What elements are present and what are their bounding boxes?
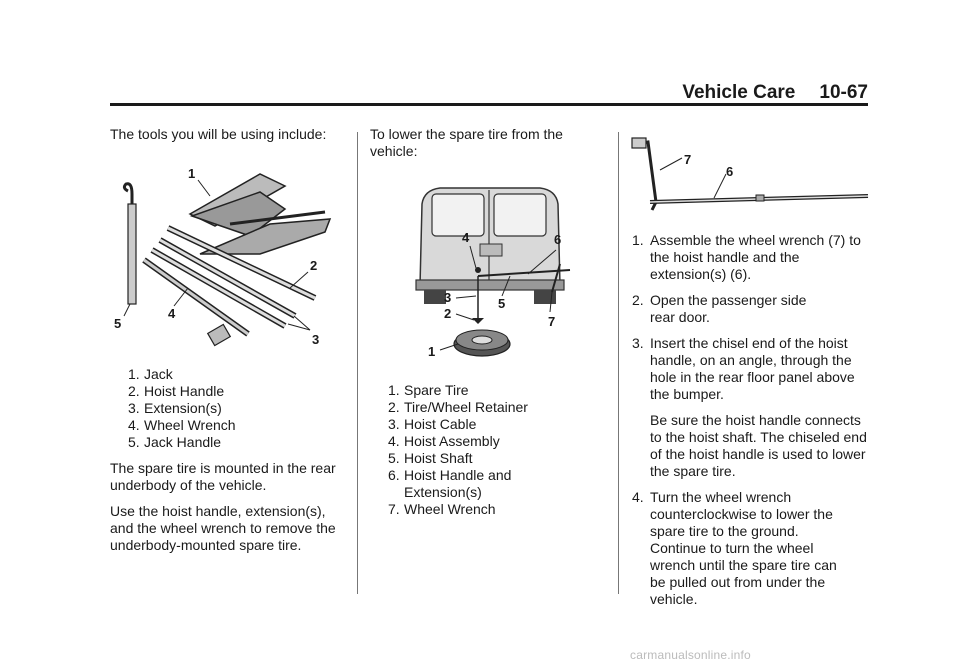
retainer-drawing (472, 318, 484, 324)
procedure-steps (632, 232, 872, 608)
van-left-tire (424, 290, 446, 304)
column-divider-2 (618, 132, 619, 594)
van-left-window (432, 194, 484, 236)
callout-2: 2 (310, 258, 318, 273)
callout-leader-4 (174, 288, 188, 306)
callout-7: 7 (548, 314, 556, 329)
van-right-window (494, 194, 546, 236)
van-rear-illustration (410, 184, 590, 374)
callout-4: 4 (462, 230, 470, 245)
step-item: 3. Insert the chisel end of the hoist handle, on an angle, through the hole in the rear floor panel above the bumper. Be sure the hoist handle connects to the hoist shaft. The chiseled end of the hoist handle is used to lower the spare tire. (632, 335, 872, 480)
wheel-wrench-socket (632, 138, 646, 148)
list-item: 2. Tire/Wheel Retainer (388, 399, 528, 415)
list-item: 6. Hoist Handle and Extension(s) (388, 467, 512, 500)
tools-list (128, 366, 350, 451)
step-item: 1. Assemble the wheel wrench (7) to the hoist handle and the extension(s) (6). (632, 232, 861, 282)
callout-5: 5 (498, 296, 506, 311)
callout-1: 1 (428, 344, 436, 359)
header-rule (110, 103, 868, 106)
column-1-lower (110, 366, 350, 563)
column-3 (632, 232, 872, 617)
column-2 (370, 126, 610, 169)
list-item: 1. Spare Tire (388, 382, 469, 398)
list-item: 7. Wheel Wrench (388, 501, 496, 517)
watermark-text: carmanualsonline.info (630, 648, 751, 662)
column-2-lower (370, 382, 610, 518)
list-item: 3. Hoist Cable (388, 416, 477, 432)
list-item: 2. Hoist Handle (128, 383, 225, 399)
jack-handle-body (128, 204, 136, 304)
callout-3: 3 (444, 290, 452, 305)
wheel-wrench-drawing (636, 142, 656, 210)
callout-7: 7 (684, 152, 692, 167)
wrench-handle-illustration (630, 136, 870, 216)
page-header (110, 82, 868, 104)
wheel-wrench-socket (208, 324, 231, 345)
van-plate (480, 244, 502, 256)
callout-leader-1 (198, 180, 210, 196)
callout-6: 6 (726, 164, 734, 179)
spare-tire-location-text: The spare tire is mounted in the rear underbody of the vehicle. (110, 460, 336, 493)
callout-leader-6 (714, 174, 726, 198)
section-title: Vehicle Care (682, 82, 796, 103)
tools-illustration (110, 164, 350, 354)
step-item: 2. Open the passenger side rear door. (632, 292, 807, 325)
callout-4: 4 (168, 306, 176, 321)
list-item: 4. Hoist Assembly (388, 433, 500, 449)
callout-leader-2 (456, 314, 474, 320)
spare-wheel-hub (472, 336, 492, 344)
list-item: 3. Extension(s) (128, 400, 222, 416)
list-item: 5. Hoist Shaft (388, 450, 473, 466)
lower-spare-intro: To lower the spare tire from the vehicle: (370, 126, 563, 159)
column-1 (110, 126, 350, 152)
list-item: 5. Jack Handle (128, 434, 222, 450)
tools-intro: The tools you will be using include: (110, 126, 327, 142)
callout-leader-5 (124, 304, 130, 316)
list-item: 4. Wheel Wrench (128, 417, 236, 433)
remove-spare-text: Use the hoist handle, extension(s), and the wheel wrench to remove the underbody-mounted spare tire. (110, 503, 336, 553)
list-item: 1. Jack (128, 366, 173, 382)
extension-joint (756, 195, 764, 201)
callout-leader-3 (456, 296, 476, 298)
callout-6: 6 (554, 232, 562, 247)
callout-2: 2 (444, 306, 452, 321)
spare-parts-list (388, 382, 610, 518)
callout-5: 5 (114, 316, 122, 331)
page-number: 10-67 (819, 82, 868, 103)
callout-leader-2 (290, 272, 308, 288)
callout-1: 1 (188, 166, 196, 181)
step-note: Be sure the hoist handle connects to the hoist shaft. The chiseled end of the hoist handle is used to lower the spare tire. (650, 412, 867, 479)
step-item: 4. Turn the wheel wrench counterclockwise to lower the spare tire to the ground. Continue to turn the wheel wrench until the spare tire can be pulled out from under the vehicle. (632, 489, 837, 607)
callout-3: 3 (312, 332, 320, 347)
van-bumper (416, 280, 564, 290)
callout-leader-7 (660, 158, 682, 170)
column-divider-1 (357, 132, 358, 594)
